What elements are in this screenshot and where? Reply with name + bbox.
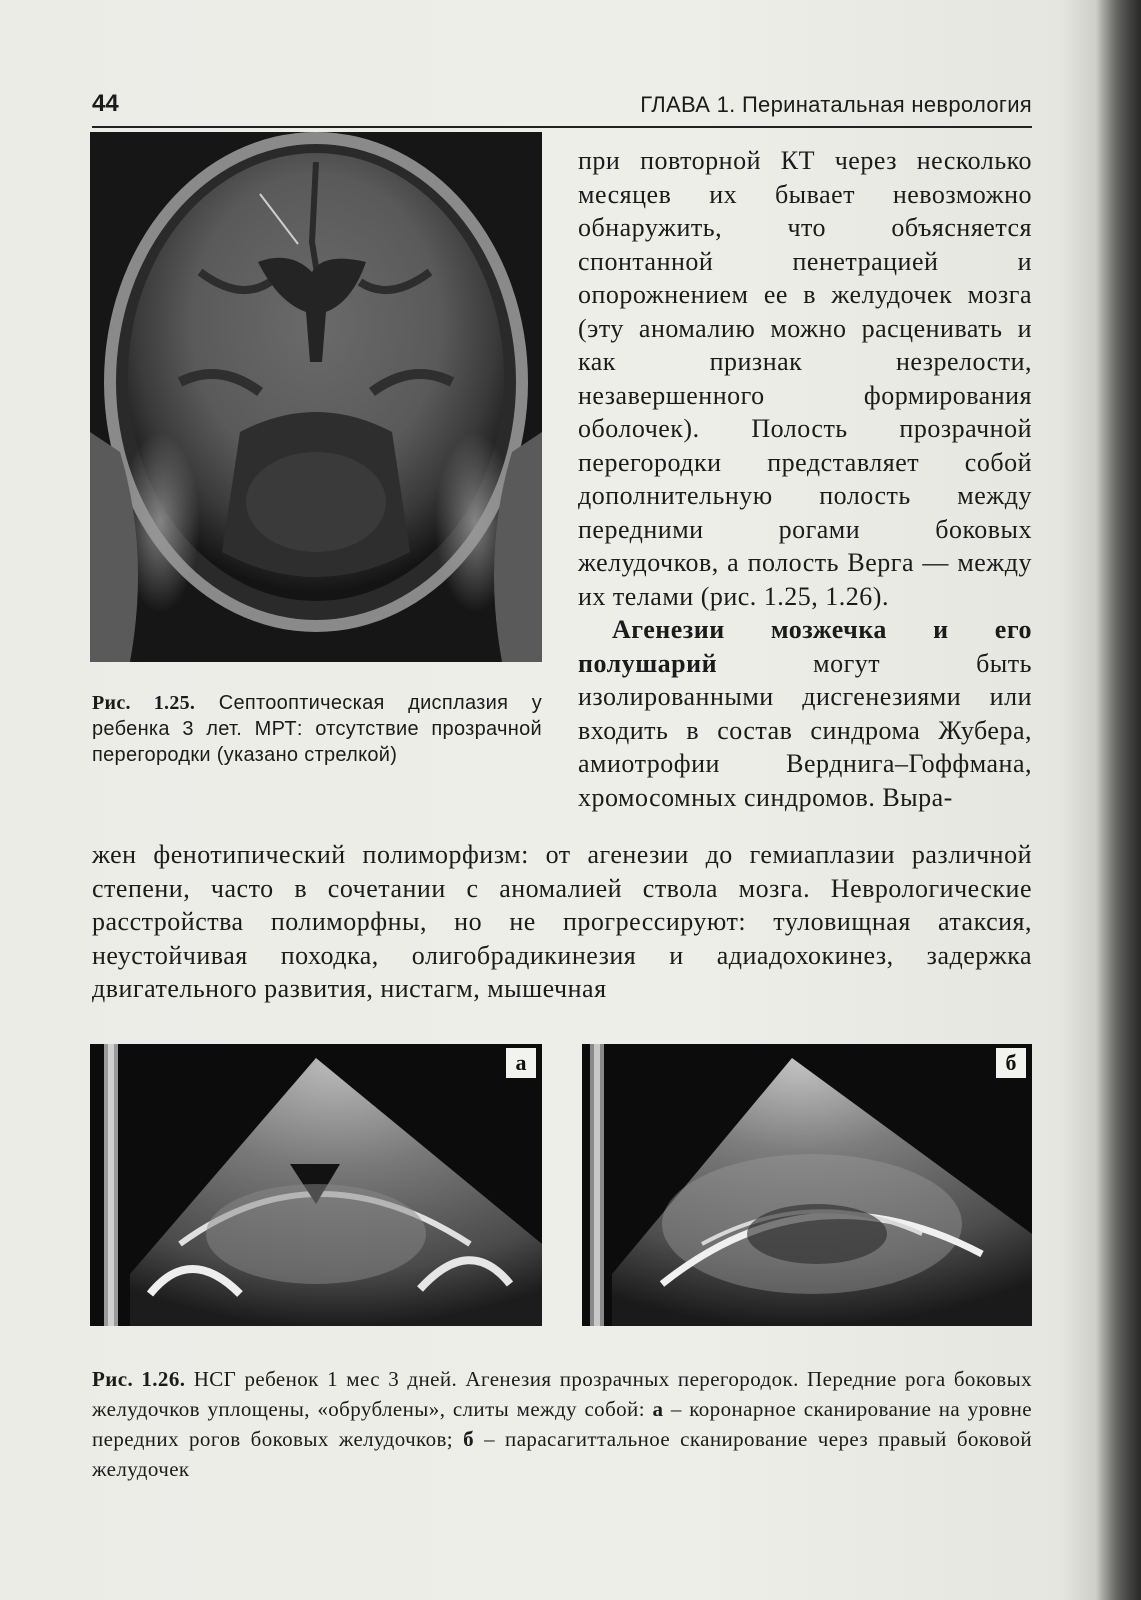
figure-1-26-caption-text: [92, 1364, 1032, 1484]
chapter-title: ГЛАВА 1. Перинатальная неврология: [640, 92, 1032, 117]
running-header: [92, 90, 1032, 128]
figure-1-25-caption: [92, 690, 542, 768]
figure-1-26-a-key: а: [652, 1397, 664, 1421]
panel-b-label: б: [996, 1048, 1026, 1078]
figure-1-25-label: Рис. 1.25.: [92, 692, 196, 714]
figure-1-26-b-key: б: [463, 1427, 475, 1451]
paragraph-2-column-text: могут быть изолированными дисгенезиями или входить в состав синдрома Жубера, амиотрофии Верднига–Гоффмана, хромосомных синдромов. Выра-: [578, 648, 1032, 812]
figure-1-25-mri-image: [90, 132, 542, 662]
figure-1-25-caption-text: Септооптическая дисплазия у ребенка 3 лет. МРТ: отсутствие прозрачной перегородки (указано стрелкой): [92, 692, 542, 766]
page-number: 44: [92, 90, 119, 117]
figure-1-26a-ultrasound-image: [90, 1044, 542, 1326]
figure-1-26-b-text: – парасагиттальное сканирование через правый боковой желудочек: [92, 1427, 1033, 1481]
paragraph-1: при повторной КТ через несколько месяцев их бывает невозможно обнаружить, что объясняется спонтанной пенетрацией и опорожнением ее в желудочек мозга (эту аномалию можно расценивать и как признак незрелости, незавершенного формирования оболочек). Полость прозрачной перегородки представляет собой дополнительную полость между передними рогами боковых желудочков, а полость Верга — между их телами (рис. 1.25, 1.26).: [578, 146, 1032, 611]
figure-1-26-label: Рис. 1.26.: [92, 1367, 186, 1391]
figure-1-26-a-text: – коронарное сканирование на уровне передних рогов боковых желудочков;: [92, 1397, 1033, 1451]
paragraph-2-continued: жен фенотипический полиморфизм: от агенезии до гемиаплазии различной степени, часто в сочетании с аномалией ствола мозга. Неврологические расстройства полиморфны, но не прогрессируют: туловищная атаксия, неустойчивая походка, олигобрадикинезия и адиадохокинез, задержка двигательного развития, нистагм, мышечная: [92, 840, 1032, 1003]
right-column-text: [578, 144, 1032, 814]
book-spine-shadow: [1097, 0, 1141, 1600]
paragraph-2-heading: Агенезии мозжечка и его полушарий: [578, 615, 1032, 678]
figure-1-26b-ultrasound-image: [582, 1044, 1032, 1326]
panel-a-label: а: [506, 1048, 536, 1078]
full-width-text: [92, 838, 1032, 1006]
paragraph-2-column: [578, 613, 1032, 814]
figure-1-26-caption: [92, 1364, 1032, 1484]
figure-1-26-caption-main: НСГ ребенок 1 мес 3 дней. Агенезия прозрачных перегородок. Передние рога боковых желудочков уплощены, «обрублены», слиты между собой:: [92, 1367, 1032, 1421]
